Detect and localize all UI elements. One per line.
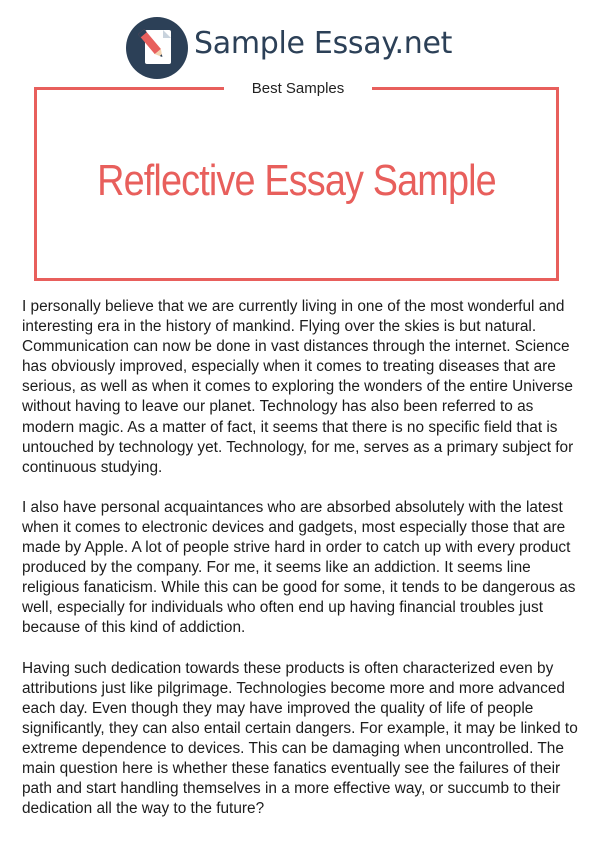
site-header [0,12,596,82]
paragraph: I also have personal acquaintances who are absorbed absolutely with the latest when it comes to electronic devices and gadgets, most especially those that are made by Apple. A lot of people strive hard in order to catch up with every product produced by the company. For me, it seems like an addiction. It seems line religious fanaticism. While this can be good for some, it tends to be dangerous as well, especially for individuals who often end up having financial troubles just because of this kind of addiction. [22,498,576,637]
paragraph: I personally believe that we are currently living in one of the most wonderful and interesting era in the history of mankind. Flying over the skies is but natural. Communication can now be done in vast distances through the internet. Science has obviously improved, especially when it comes to treating diseases that are serious, as well as when it comes to exploring the wonders of the entire Universe without having to leave our planet. Technology has also been referred to as modern magic. As a matter of fact, it seems that there is no specific field that is untouched by technology yet. Technology, for me, serves as a primary subject for continuous studying. [22,298,574,476]
pencil-paper-icon [126,17,188,79]
page-title: Reflective Essay Sample [97,156,496,205]
paragraph: Having such dedication towards these products is often characterized even by attributions just like pilgrimage. Technologies become more and more advanced each day. Even though they may have improved the quality of life of people significantly, they can also entail certain dangers. For example, it may be linked to extreme dependence to devices. This can be damaging when uncontrolled. The main question here is whether these fanatics eventually see the failures of their path and start handling themselves in a more effective way, or succumb to their dedication all the way to the future? [22,659,578,818]
essay-body [22,297,578,839]
logo-text: Sample Essay.net [194,26,453,61]
tagline: Best Samples [251,80,345,97]
